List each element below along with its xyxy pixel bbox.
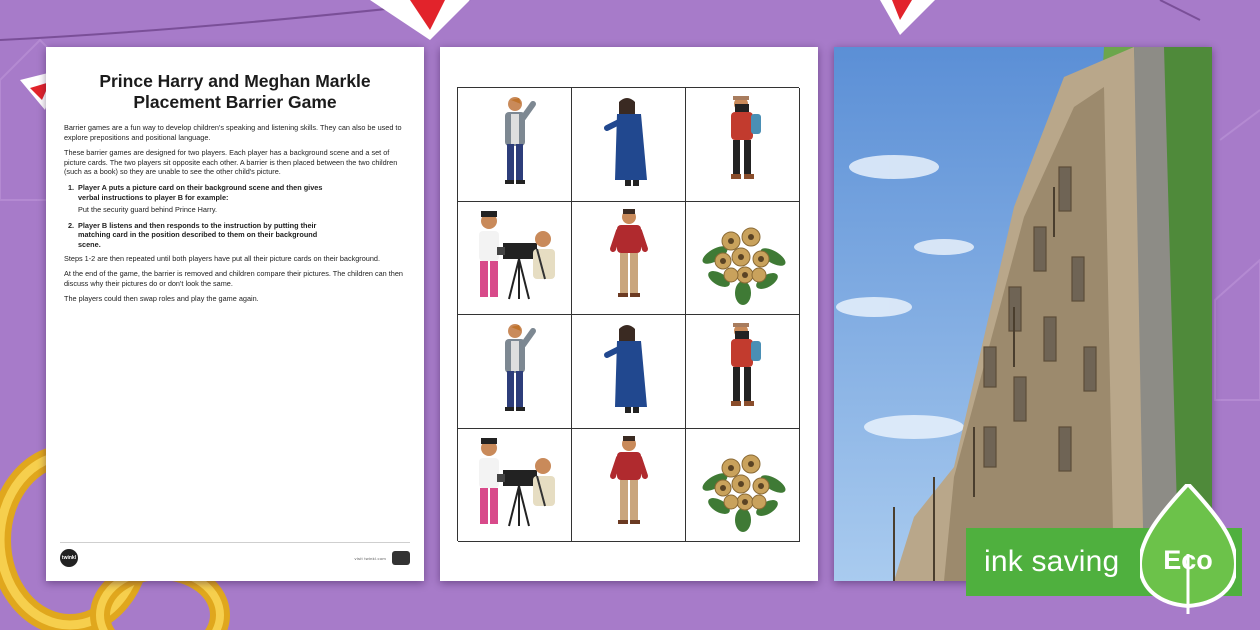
document-title [64,71,406,113]
man-pointing-icon [467,92,563,197]
twinkl-badge-icon [392,551,410,565]
intro-paragraph: Barrier games are a fun way to develop children's speaking and listening skills. They can also be used to explore prepositions and positional language. [64,123,402,142]
title-line-1: Prince Harry and Meghan Markle [99,71,371,91]
end-paragraph: At the end of the game, the barrier is removed and children compare their pictures. The children can then discuss why their pictures do or don't look the same. [64,269,403,288]
photographer-icon [695,92,791,197]
man-red-shirt-icon [581,432,677,537]
step-1-number: 1. [68,182,75,192]
card-grid [457,87,799,541]
flower-bouquet-icon [695,205,791,310]
card-woman-blue-coat [572,315,686,429]
step-2-number: 2. [68,220,75,230]
step-2-text: Player B listens and then responds to the instruction by putting their matching card in the position described to them on their background scene. [78,220,318,249]
footer-url: visit twinkl.com [354,555,386,561]
camera-crew-icon [467,205,563,310]
ink-saving-text: ink saving [984,545,1120,578]
card-camera-crew [458,202,572,316]
card-photographer [686,315,800,429]
camera-crew-icon [467,432,563,537]
document-footer [60,542,410,567]
step-1-text: Player A puts a picture card on their background scene and then gives verbal instructions to player B for example: [78,182,323,202]
card-man-red-shirt [572,202,686,316]
photographer-icon [695,319,791,424]
card-camera-crew [458,429,572,543]
flower-bouquet-icon [695,432,791,537]
card-flower-bouquet [686,429,800,543]
card-man-pointing [458,88,572,202]
card-man-pointing [458,315,572,429]
man-red-shirt-icon [581,205,677,310]
eco-label: Eco [1163,545,1213,575]
step-2 [68,221,406,250]
woman-blue-coat-icon [581,319,677,424]
setup-paragraph: These barrier games are designed for two players. Each player has a background scene and a set of picture cards. The two players sit opposite each other. A barrier is then placed between the two children (such as a book) so they are unable to see the other child's picture. [64,148,398,177]
man-pointing-icon [467,319,563,424]
repeat-paragraph: Steps 1-2 are then repeated until both players have put all their picture cards on their background. [64,253,380,263]
card-photographer [686,88,800,202]
swap-paragraph: The players could then swap roles and play the game again. [64,294,259,304]
instructions-sheet [46,47,424,581]
document-body [64,123,406,304]
title-line-2: Placement Barrier Game [133,92,337,112]
picture-cards-sheet [440,47,818,581]
card-flower-bouquet [686,202,800,316]
footer-right [355,551,410,565]
card-man-red-shirt [572,429,686,543]
step-1-example: Put the security guard behind Prince Harry. [78,205,217,215]
twinkl-logo: twinkl [60,549,78,567]
step-1 [68,183,406,202]
woman-blue-coat-icon [581,92,677,197]
card-woman-blue-coat [572,88,686,202]
